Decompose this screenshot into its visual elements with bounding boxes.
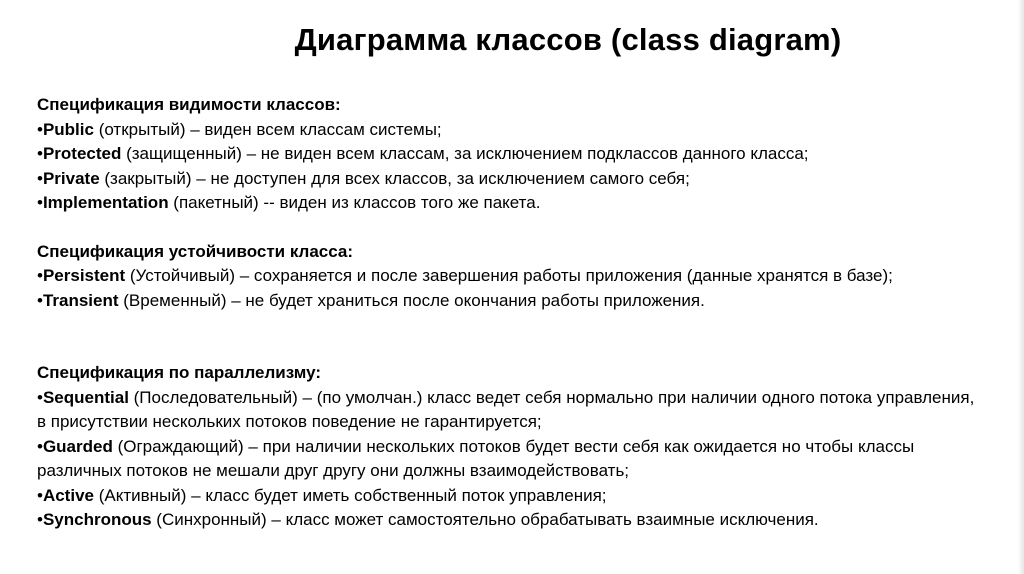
bullet: • — [37, 387, 43, 407]
term-public: Public — [42, 119, 94, 139]
bullet: • — [37, 193, 43, 212]
item-text: (пакетный) -- виден из классов того же пакета. — [168, 193, 541, 212]
item-text: (Активный) – класс будет иметь собственный поток управления; — [93, 485, 607, 505]
item-text: (Ограждающий) – при наличии нескольких потоков будет вести себя как ожидается но чтобы классы различных потоков не мешали друг другу они должны взаимодействовать; — [37, 436, 915, 480]
item-text: (Синхронный) – класс может самостоятельно обрабатывать взаимные исключения. — [151, 510, 819, 529]
term-synchronous: Synchronous — [42, 510, 152, 529]
slide-edge-shadow — [1018, 0, 1024, 574]
term-active: Active — [42, 485, 94, 505]
slide-body — [37, 93, 982, 533]
list-item-implementation — [37, 191, 982, 216]
term-private: Private — [42, 168, 100, 188]
item-text: (Временный) – не будет храниться после окончания работы приложения. — [118, 290, 705, 310]
section-spacer — [37, 313, 982, 361]
item-text: (защищенный) – не виден всем классам, за исключением подклассов данного класса; — [121, 144, 809, 163]
bullet: • — [37, 119, 43, 139]
visibility-heading: Спецификация видимости классов: — [37, 95, 341, 114]
bullet: • — [37, 485, 43, 505]
item-text: (открытый) – виден всем классам системы; — [93, 119, 442, 139]
list-item-persistent — [37, 264, 982, 289]
slide-title: Диаграмма классов (class diagram) — [294, 22, 842, 57]
bullet: • — [37, 510, 43, 529]
item-text: (Устойчивый) – сохраняется и после завершения работы приложения (данные хранятся в базе); — [125, 266, 893, 285]
list-item-transient — [37, 289, 982, 314]
bullet: • — [37, 290, 43, 310]
bullet: • — [37, 266, 43, 285]
list-item-protected — [37, 142, 982, 167]
item-text: (Последовательный) – (по умолчан.) класс ведет себя нормально при наличии одного потока управления, в присутствии нескольких потоков поведение не гарантируется; — [37, 387, 975, 431]
term-guarded: Guarded — [42, 436, 113, 456]
bullet: • — [37, 144, 43, 163]
list-item-guarded — [37, 435, 982, 484]
list-item-synchronous — [37, 508, 982, 533]
term-implementation: Implementation — [42, 193, 169, 212]
term-transient: Transient — [42, 290, 119, 310]
list-item-sequential — [37, 386, 982, 435]
concurrency-heading: Спецификация по параллелизму: — [37, 363, 322, 382]
bullet: • — [37, 436, 43, 456]
term-protected: Protected — [42, 144, 122, 163]
bullet: • — [37, 168, 43, 188]
list-item-public — [37, 118, 982, 143]
section-spacer — [37, 216, 982, 240]
list-item-private — [37, 167, 982, 192]
term-sequential: Sequential — [42, 387, 129, 407]
persistence-heading: Спецификация устойчивости класса: — [37, 241, 354, 261]
list-item-active — [37, 484, 982, 509]
term-persistent: Persistent — [42, 266, 126, 285]
item-text: (закрытый) – не доступен для всех классов, за исключением самого себя; — [99, 168, 690, 188]
